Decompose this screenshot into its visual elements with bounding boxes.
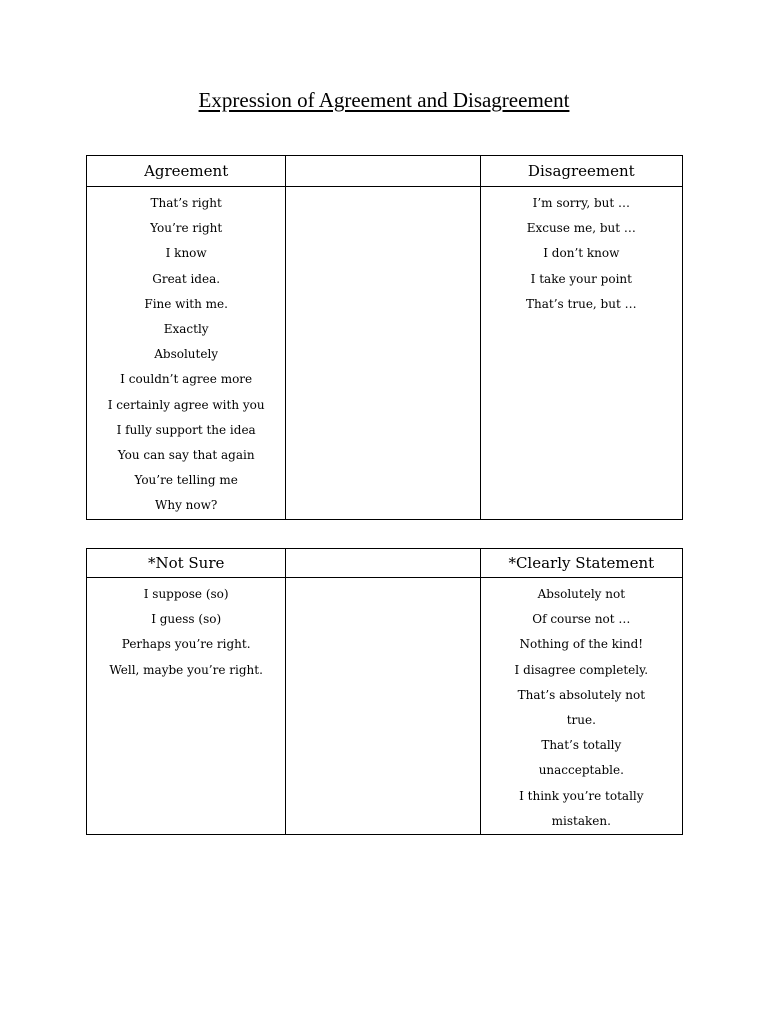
- list-item: Of course not …: [532, 612, 631, 627]
- not-sure-list: [87, 578, 285, 683]
- empty-header: [286, 549, 480, 578]
- agreement-header: Agreement: [87, 156, 286, 187]
- list-item: I guess (so): [151, 612, 222, 627]
- list-item: I know: [165, 246, 207, 261]
- list-item: That’s absolutely not true.: [517, 687, 646, 728]
- empty-cell: [286, 578, 480, 835]
- list-item: Fine with me.: [144, 296, 228, 311]
- empty-cell: [286, 187, 480, 520]
- list-item: I’m sorry, but …: [532, 196, 631, 210]
- list-item: Absolutely not: [537, 587, 626, 601]
- empty-header: [286, 156, 480, 187]
- not-sure-clearly-statement-table: [86, 548, 683, 835]
- not-sure-header: *Not Sure: [87, 549, 286, 578]
- list-item: Exactly: [163, 322, 209, 337]
- table-header-row: [87, 156, 683, 187]
- table-body-row: [87, 187, 683, 520]
- list-item: I don’t know: [543, 246, 620, 261]
- list-item: You’re telling me: [134, 473, 238, 488]
- list-item: You’re right: [150, 221, 223, 236]
- list-item: That’s right: [150, 196, 222, 210]
- clearly-statement-header: *Clearly Statement: [480, 549, 682, 578]
- list-item: I fully support the idea: [116, 422, 256, 437]
- disagreement-header: Disagreement: [480, 156, 682, 187]
- list-item: That’s true, but …: [526, 296, 637, 311]
- list-item: I think you’re totally mistaken.: [519, 788, 644, 828]
- list-item: I disagree completely.: [514, 662, 649, 677]
- list-item: That’s totally unacceptable.: [538, 738, 624, 778]
- disagreement-list: [481, 187, 682, 317]
- list-item: Nothing of the kind!: [519, 637, 644, 652]
- page-title: Expression of Agreement and Disagreement: [198, 88, 570, 112]
- list-item: You can say that again: [117, 448, 255, 463]
- list-item: I couldn’t agree more: [120, 372, 253, 387]
- list-item: Excuse me, but …: [526, 221, 636, 236]
- clearly-statement-cell: [480, 578, 682, 835]
- agreement-list: [87, 187, 285, 519]
- table-body-row: [87, 578, 683, 835]
- list-item: I suppose (so): [143, 587, 229, 601]
- agreement-disagreement-table: [86, 155, 683, 520]
- agreement-cell: [87, 187, 286, 520]
- list-item: I certainly agree with you: [107, 397, 265, 412]
- list-item: Well, maybe you’re right.: [109, 662, 263, 677]
- list-item: Perhaps you’re right.: [121, 637, 251, 652]
- list-item: I take your point: [530, 271, 632, 286]
- list-item: Why now?: [155, 498, 218, 513]
- table-header-row: [87, 549, 683, 578]
- clearly-statement-list: [481, 578, 682, 834]
- list-item: Great idea.: [152, 271, 221, 286]
- not-sure-cell: [87, 578, 286, 835]
- disagreement-cell: [480, 187, 682, 520]
- list-item: Absolutely: [154, 347, 219, 362]
